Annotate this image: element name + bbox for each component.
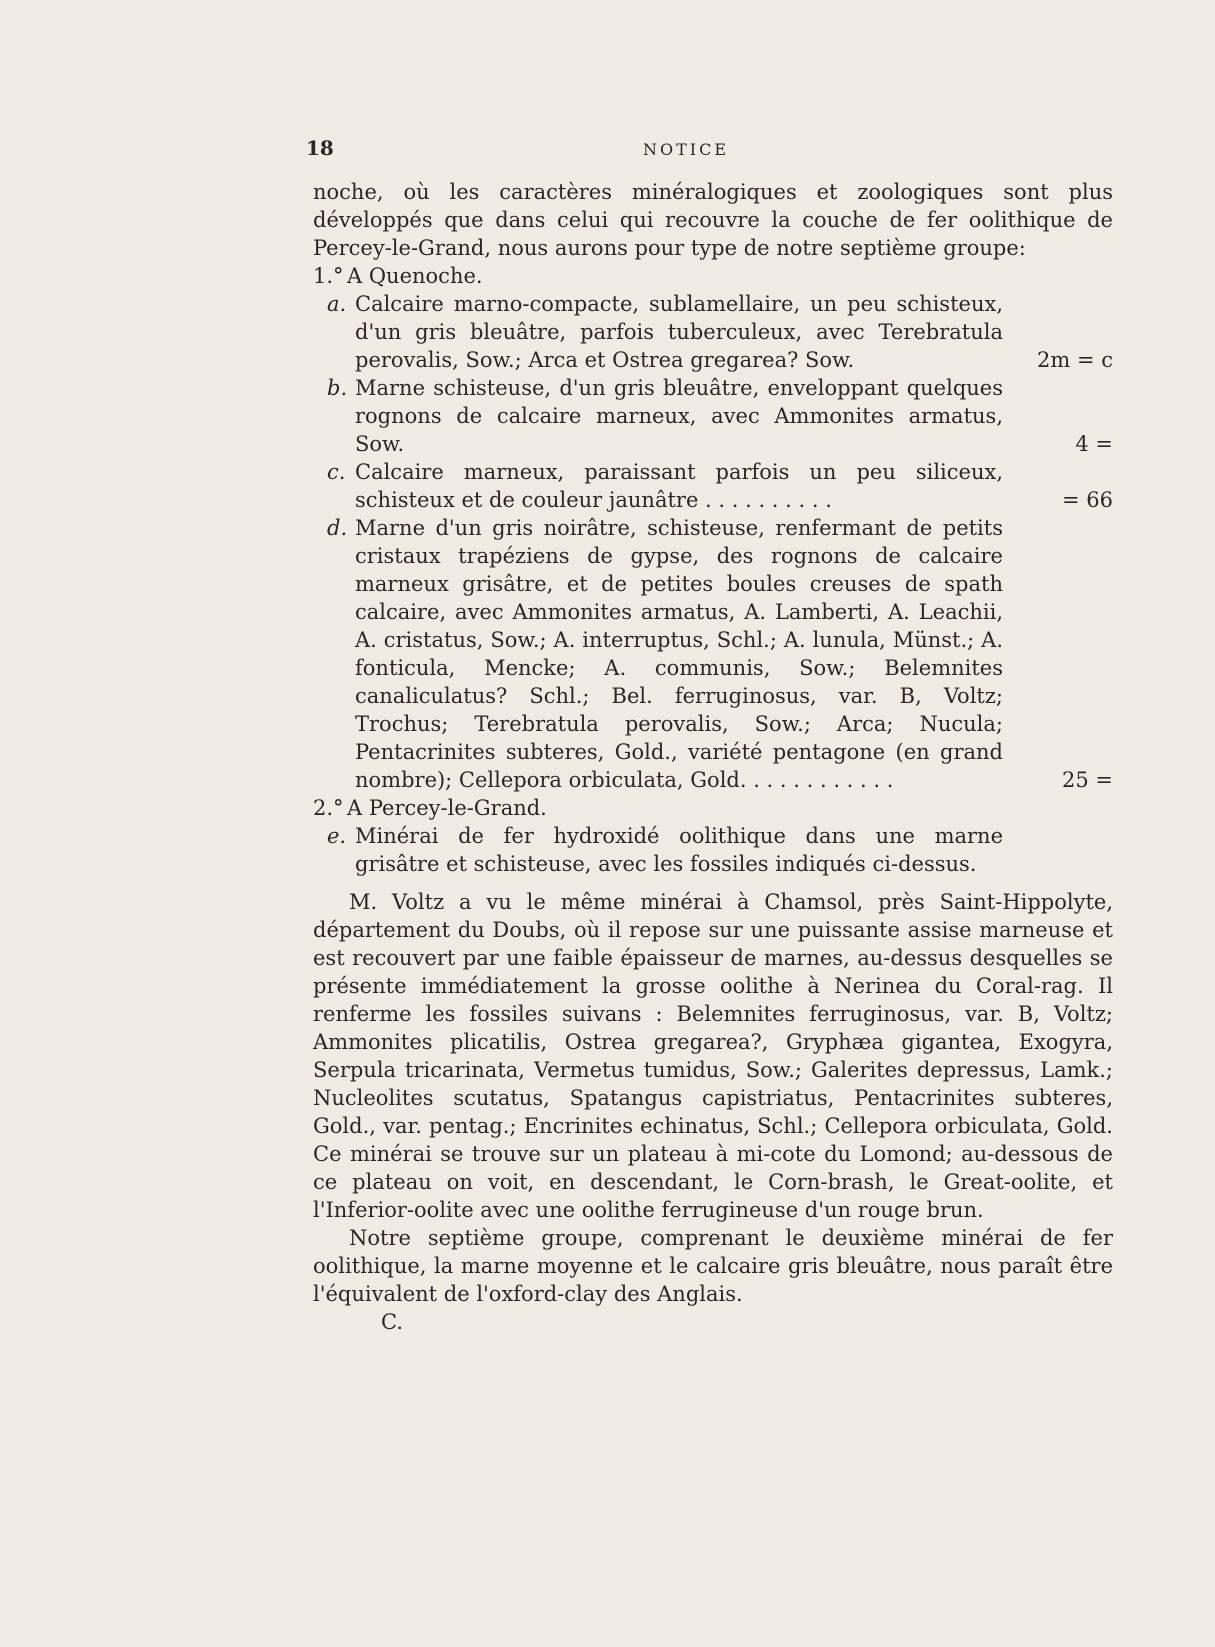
section-1-text: A Quenoche.	[347, 264, 483, 288]
item-thickness: 25 =	[1062, 768, 1113, 792]
body-text	[313, 178, 1113, 1336]
item-label: d.	[327, 516, 348, 540]
section-2-heading	[313, 794, 1113, 822]
item-text: Marne d'un gris noirâtre, schisteuse, renfermant de petits cristaux trapéziens de gypse, des rognons de calcaire marneux grisâtre, et de petites boules creuses de spath calcaire, avec Ammonites armatus, A. Lamberti, A. Leachii, A. cristatus, Sow.; A. interruptus, Schl.; A. lunula, Münst.; A. fonticula, Mencke; A. communis, Sow.; Belemnites canaliculatus? Schl.; Bel. ferruginosus, var. B, Voltz; Trochus; Terebratula perovalis, Sow.; Arca; Nucula; Pentacrinites subteres, Gold., variété pentagone (en grand nombre); Cellepora orbiculata, Gold. . . . . . . . . . . .	[355, 516, 1003, 792]
item-label: e.	[327, 824, 347, 848]
stratum-item-a	[313, 290, 1113, 374]
section-2-text: A Percey-le-Grand.	[347, 796, 547, 820]
stratum-item-b	[313, 374, 1113, 458]
page-number: 18	[306, 136, 334, 160]
item-thickness: 2m = c	[1037, 348, 1113, 372]
section-1-label: 1.°	[313, 264, 344, 288]
item-thickness: 4 =	[1075, 432, 1113, 456]
item-thickness: = 66	[1062, 488, 1113, 512]
stratum-item-d	[313, 514, 1113, 794]
item-text: Calcaire marneux, paraissant parfois un peu siliceux, schisteux et de couleur jaunâtre . . . . . . . . . .	[355, 460, 1003, 512]
running-header	[306, 136, 1066, 164]
item-text: Minérai de fer hydroxidé oolithique dans une marne grisâtre et schisteuse, avec les fossiles indiqués ci-dessus.	[355, 824, 1003, 876]
stratum-item-c	[313, 458, 1113, 514]
section-1-heading	[313, 262, 1113, 290]
section-2-label: 2.°	[313, 796, 344, 820]
running-title: NOTICE	[642, 140, 730, 159]
item-text: Marne schisteuse, d'un gris bleuâtre, enveloppant quelques rognons de calcaire marneux, avec Ammonites armatus, Sow.	[355, 376, 1003, 456]
paragraph-voltz: M. Voltz a vu le même minérai à Chamsol, près Saint-Hippolyte, département du Doubs, où il repose sur une puissante assise marneuse et est recouvert par une faible épaisseur de marnes, au-dessus desquelles se présente immédiatement la grosse oolithe à Nerinea du Coral-rag. Il renferme les fossiles suivans : Belemnites ferruginosus, var. B, Voltz; Ammonites plicatilis, Ostrea gregarea?, Gryphæa gigantea, Exogyra, Serpula tricarinata, Vermetus tumidus, Sow.; Galerites depressus, Lamk.; Nucleolites scutatus, Spatangus capistriatus, Pentacrinites subteres, Gold., var. pentag.; Encrinites echinatus, Schl.; Cellepora orbiculata, Gold. Ce minérai se trouve sur un plateau à mi-cote du Lomond; au-dessous de ce plateau on voit, en descendant, le Corn-brash, le Great-oolite, et l'Inferior-oolite avec une oolithe ferrugineuse d'un rouge brun.	[313, 890, 1113, 1222]
intro-paragraph: noche, où les caractères minéralogiques et zoologiques sont plus développés que dans celui qui recouvre la couche de fer oolithique de Percey-le-Grand, nous aurons pour type de notre septième groupe:	[313, 180, 1113, 260]
item-label: c.	[327, 460, 346, 484]
paragraph-conclusion: Notre septième groupe, comprenant le deuxième minérai de fer oolithique, la marne moyenne et le calcaire gris bleuâtre, nous paraît être l'équivalent de l'oxford-clay des Anglais.	[313, 1226, 1113, 1306]
signature: C.	[381, 1310, 403, 1334]
stratum-item-e	[313, 822, 1113, 878]
item-label: a.	[327, 292, 347, 316]
item-label: b.	[327, 376, 348, 400]
item-text: Calcaire marno-compacte, sublamellaire, un peu schisteux, d'un gris bleuâtre, parfois tuberculeux, avec Terebratula perovalis, Sow.; Arca et Ostrea gregarea? Sow.	[355, 292, 1003, 372]
